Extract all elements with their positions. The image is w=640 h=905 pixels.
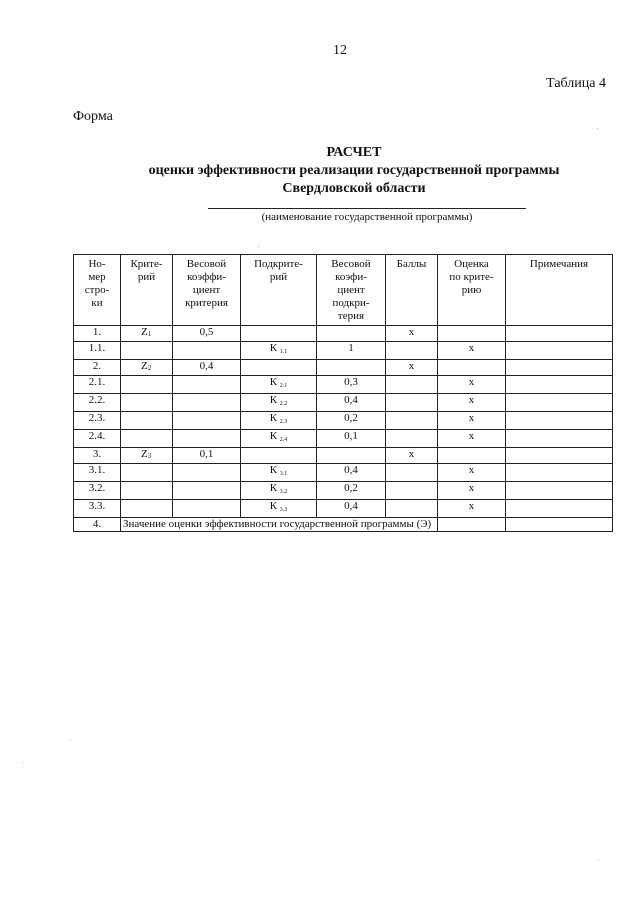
- subcriterion-cell: [241, 430, 317, 448]
- subcriterion-cell-value: К: [269, 482, 278, 494]
- subcriterion-weight-cell-value: 1: [348, 342, 354, 354]
- total-row-notes: [506, 518, 613, 532]
- criterion-cell: [121, 464, 173, 482]
- points-cell: [386, 412, 438, 430]
- notes-cell: [506, 342, 613, 360]
- subcriterion-cell-value: К: [269, 376, 278, 388]
- table-row: [74, 394, 613, 412]
- program-name-hint: (наименование государственной программы): [261, 211, 473, 223]
- criterion-score-cell-value: x: [468, 412, 475, 424]
- form-label: Форма: [73, 109, 113, 124]
- criterion-score-cell-value: x: [468, 394, 475, 406]
- subcriterion-cell: [241, 326, 317, 342]
- header-criterion-score: Оценка по крите- рию: [438, 255, 506, 326]
- row-number-cell: [74, 342, 121, 360]
- criterion-score-cell-value: x: [468, 376, 475, 388]
- points-cell-value: x: [408, 326, 415, 338]
- criterion-weight-cell: [173, 430, 241, 448]
- header-points: Баллы: [386, 255, 438, 326]
- notes-cell: [506, 326, 613, 342]
- criterion-cell: [121, 500, 173, 518]
- criterion-weight-cell: [173, 464, 241, 482]
- notes-cell: [506, 464, 613, 482]
- points-cell-value: x: [408, 448, 415, 460]
- subcriterion-weight-cell: [317, 342, 386, 360]
- row-number-cell: [74, 430, 121, 448]
- total-row: [74, 518, 613, 532]
- notes-cell: [506, 500, 613, 518]
- criterion-cell-value: Z: [141, 360, 148, 372]
- points-cell: [386, 464, 438, 482]
- document-subtitle-region: Свердловской области: [282, 181, 426, 196]
- criterion-weight-cell: [173, 376, 241, 394]
- subcriterion-cell: [241, 500, 317, 518]
- criterion-score-cell: [438, 376, 506, 394]
- criterion-cell: [121, 482, 173, 500]
- subcriterion-weight-cell-value: 0,2: [344, 412, 358, 424]
- subcriterion-cell-subscript: 2.2: [279, 401, 288, 407]
- table-header-row: [74, 255, 613, 326]
- criterion-weight-cell-value: 0,4: [199, 360, 214, 372]
- scan-speck: [598, 860, 599, 861]
- notes-cell: [506, 394, 613, 412]
- points-cell: [386, 326, 438, 342]
- program-name-blank-line: [208, 208, 526, 209]
- row-number-cell: [74, 376, 121, 394]
- subcriterion-cell-subscript: 3.2: [279, 489, 288, 495]
- row-number-cell-value: 1.: [92, 326, 102, 338]
- subcriterion-weight-cell: [317, 394, 386, 412]
- table-row: [74, 412, 613, 430]
- points-cell: [386, 448, 438, 464]
- table-row: [74, 360, 613, 376]
- criterion-cell: [121, 448, 173, 464]
- row-number-cell-value: 3.: [92, 448, 102, 460]
- table-row: [74, 430, 613, 448]
- row-number-cell: [74, 500, 121, 518]
- criterion-cell: [121, 430, 173, 448]
- points-cell: [386, 342, 438, 360]
- criterion-weight-cell: [173, 342, 241, 360]
- subcriterion-weight-cell-value: 0,1: [344, 430, 358, 442]
- criterion-score-cell: [438, 326, 506, 342]
- criterion-cell: [121, 412, 173, 430]
- criterion-score-cell-value: x: [468, 500, 475, 512]
- header-subcriterion: Подкрите- рий: [241, 255, 317, 326]
- subcriterion-cell-subscript: 3.3: [279, 507, 288, 513]
- page-number: 12: [333, 43, 347, 58]
- row-number-cell-value: 3.2.: [88, 482, 106, 494]
- subcriterion-cell: [241, 464, 317, 482]
- subcriterion-cell-subscript: 2.4: [279, 437, 288, 443]
- notes-cell: [506, 482, 613, 500]
- header-subcriterion-weight: Весовой коэфи- циент подкри- терия: [317, 255, 386, 326]
- criterion-score-cell: [438, 430, 506, 448]
- criterion-weight-cell: [173, 394, 241, 412]
- row-number-cell: [74, 448, 121, 464]
- subcriterion-cell-subscript: 1.1: [279, 349, 288, 355]
- subcriterion-weight-cell: [317, 326, 386, 342]
- criterion-cell: [121, 394, 173, 412]
- subcriterion-cell: [241, 394, 317, 412]
- criterion-score-cell: [438, 412, 506, 430]
- points-cell: [386, 394, 438, 412]
- notes-cell: [506, 412, 613, 430]
- row-number-cell-value: 2.: [92, 360, 102, 372]
- criterion-score-cell-value: x: [468, 430, 475, 442]
- subcriterion-cell: [241, 448, 317, 464]
- points-cell: [386, 500, 438, 518]
- points-cell: [386, 376, 438, 394]
- row-number-cell: [74, 394, 121, 412]
- header-criterion: Крите- рий: [121, 255, 173, 326]
- criterion-weight-cell: [173, 360, 241, 376]
- scan-speck: [22, 762, 23, 763]
- row-number-cell: [74, 464, 121, 482]
- header-notes: Примечания: [506, 255, 613, 326]
- subcriterion-cell-subscript: 2.1: [279, 383, 288, 389]
- criterion-cell: [121, 342, 173, 360]
- notes-cell: [506, 376, 613, 394]
- criterion-score-cell: [438, 394, 506, 412]
- document-title: РАСЧЕТ: [326, 145, 382, 160]
- subcriterion-cell-value: К: [269, 500, 278, 512]
- criterion-weight-cell: [173, 482, 241, 500]
- criterion-score-cell: [438, 482, 506, 500]
- row-number-cell-value: 3.1.: [88, 464, 106, 476]
- criterion-weight-cell-value: 0,1: [199, 448, 214, 460]
- subcriterion-weight-cell-value: 0,4: [344, 500, 358, 512]
- table-row: [74, 464, 613, 482]
- subcriterion-cell-subscript: 3.1: [279, 471, 288, 477]
- row-number-cell-value: 2.1.: [88, 376, 106, 388]
- notes-cell: [506, 430, 613, 448]
- criterion-cell: [121, 326, 173, 342]
- subcriterion-weight-cell: [317, 500, 386, 518]
- subcriterion-weight-cell-value: 0,4: [344, 464, 358, 476]
- criterion-weight-cell: [173, 412, 241, 430]
- subcriterion-cell-subscript: 2.3: [279, 419, 288, 425]
- subcriterion-weight-cell: [317, 376, 386, 394]
- subcriterion-weight-cell: [317, 412, 386, 430]
- subcriterion-weight-cell: [317, 430, 386, 448]
- table-caption: Таблица 4: [546, 76, 606, 91]
- criterion-cell-subscript: 2: [147, 364, 152, 372]
- criterion-weight-cell: [173, 500, 241, 518]
- subcriterion-weight-cell: [317, 360, 386, 376]
- subcriterion-weight-cell-value: 0,2: [344, 482, 358, 494]
- criterion-score-cell: [438, 342, 506, 360]
- criterion-score-cell: [438, 448, 506, 464]
- table-row: [74, 376, 613, 394]
- row-number-cell: [74, 412, 121, 430]
- row-number-cell-value: 2.3.: [88, 412, 106, 424]
- table-row: [74, 500, 613, 518]
- notes-cell: [506, 448, 613, 464]
- table-row: [74, 342, 613, 360]
- criterion-score-cell-value: x: [468, 482, 475, 494]
- subcriterion-weight-cell-value: 0,4: [344, 394, 358, 406]
- subcriterion-cell: [241, 376, 317, 394]
- subcriterion-weight-cell: [317, 448, 386, 464]
- calculation-table: [73, 254, 613, 532]
- header-row-number: Но- мер стро- ки: [74, 255, 121, 326]
- points-cell: [386, 360, 438, 376]
- points-cell-value: x: [408, 360, 415, 372]
- criterion-weight-cell: [173, 448, 241, 464]
- subcriterion-cell-value: К: [269, 342, 278, 354]
- total-row-label: Значение оценки эффективности государственной программы (Э): [121, 518, 438, 532]
- document-subtitle: оценки эффективности реализации государственной программы: [148, 163, 560, 178]
- criterion-score-cell: [438, 500, 506, 518]
- subcriterion-cell-value: К: [269, 412, 278, 424]
- criterion-score-cell-value: x: [468, 464, 475, 476]
- subcriterion-weight-cell-value: 0,3: [344, 376, 358, 388]
- row-number-cell-value: 1.1.: [88, 342, 106, 354]
- criterion-cell: [121, 376, 173, 394]
- scan-speck: [70, 739, 71, 740]
- subcriterion-weight-cell: [317, 464, 386, 482]
- row-number-cell: [74, 482, 121, 500]
- scan-speck: [258, 246, 259, 247]
- subcriterion-cell: [241, 412, 317, 430]
- subcriterion-cell-value: К: [269, 464, 278, 476]
- points-cell: [386, 430, 438, 448]
- table-row: [74, 326, 613, 342]
- row-number-cell: [74, 326, 121, 342]
- subcriterion-cell: [241, 342, 317, 360]
- criterion-weight-cell: [173, 326, 241, 342]
- criterion-score-cell: [438, 360, 506, 376]
- table-row: [74, 448, 613, 464]
- criterion-cell-value: Z: [141, 326, 148, 338]
- scan-speck: [597, 128, 598, 129]
- criterion-cell-subscript: 1: [147, 330, 152, 338]
- criterion-score-cell: [438, 464, 506, 482]
- header-criterion-weight: Весовой коэффи- циент критерия: [173, 255, 241, 326]
- total-row-number: 4.: [74, 518, 121, 532]
- points-cell: [386, 482, 438, 500]
- criterion-cell: [121, 360, 173, 376]
- subcriterion-cell: [241, 360, 317, 376]
- total-row-score: [438, 518, 506, 532]
- subcriterion-cell: [241, 482, 317, 500]
- row-number-cell-value: 2.2.: [88, 394, 106, 406]
- row-number-cell: [74, 360, 121, 376]
- subcriterion-weight-cell: [317, 482, 386, 500]
- subcriterion-cell-value: К: [269, 430, 278, 442]
- criterion-cell-subscript: 3: [147, 452, 152, 460]
- notes-cell: [506, 360, 613, 376]
- table-row: [74, 482, 613, 500]
- subcriterion-cell-value: К: [269, 394, 278, 406]
- row-number-cell-value: 2.4.: [88, 430, 106, 442]
- criterion-weight-cell-value: 0,5: [199, 326, 214, 338]
- criterion-cell-value: Z: [141, 448, 148, 460]
- criterion-score-cell-value: x: [468, 342, 475, 354]
- row-number-cell-value: 3.3.: [88, 500, 106, 512]
